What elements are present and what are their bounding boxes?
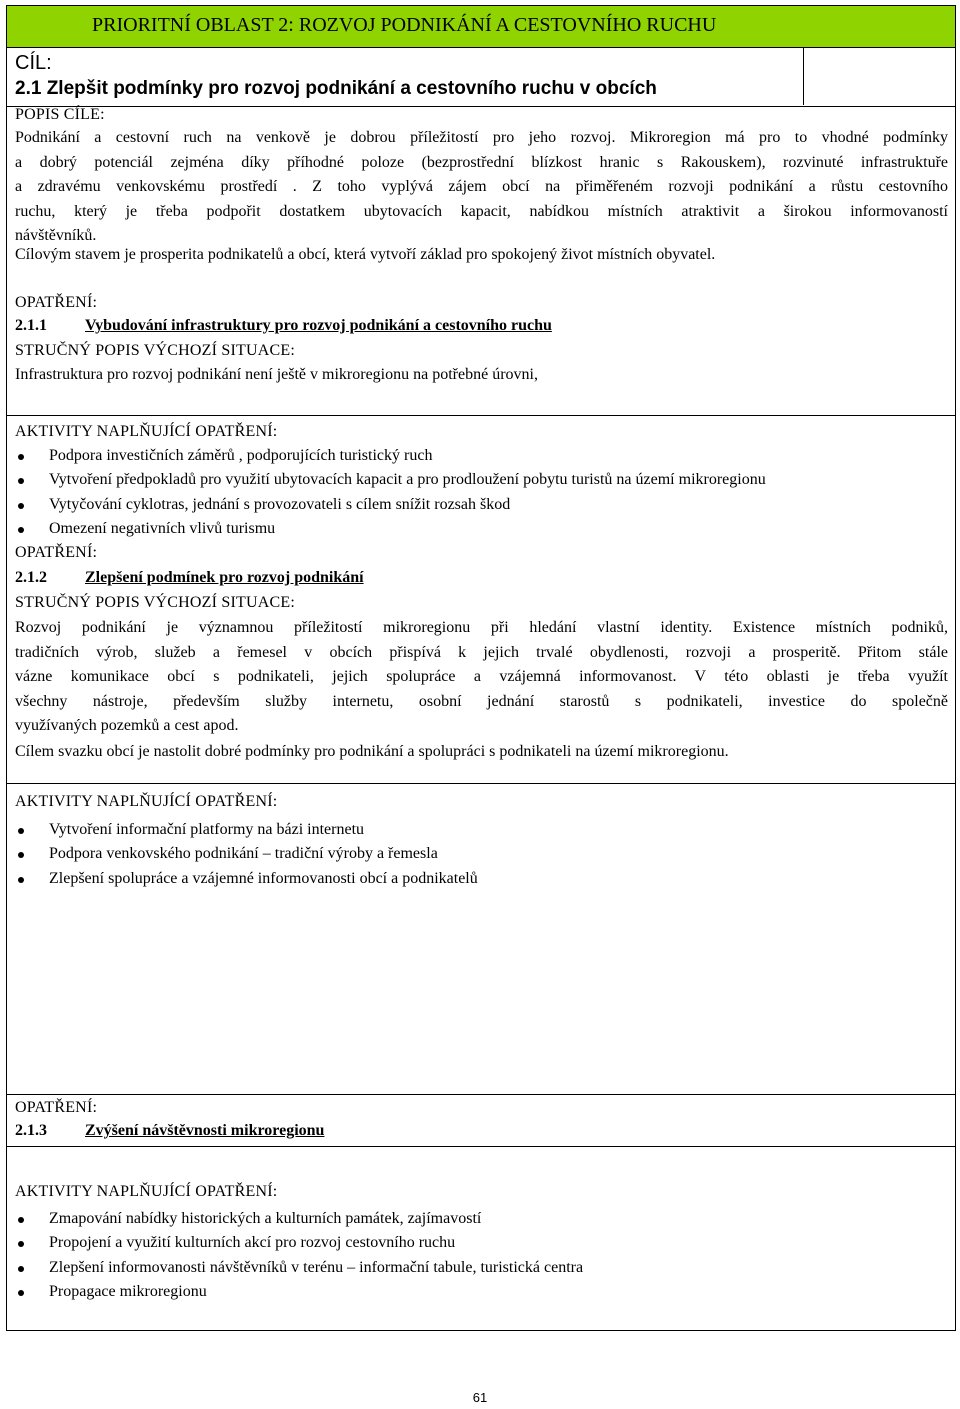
measure-title: Zvýšení návštěvnosti mikroregionu bbox=[85, 1122, 325, 1139]
paragraph-line: a dobrý potenciál zejména díky příhodné poloze (bezprostřední blízkost hranic s Rakouskem), rozvinuté infrastruktuře bbox=[15, 153, 948, 171]
paragraph-line: ruchu, který je třeba podpořit dostatkem ubytovacích kapacit, nabídkou místních atraktivit a širokou informovaností bbox=[15, 202, 948, 220]
list-item: Zmapování nabídky historických a kulturních památek, zajímavostí bbox=[15, 1207, 583, 1231]
list-item: Vytvoření předpokladů pro využití ubytovacích kapacit a pro prodloužení pobytu turistů na území mikroregionu bbox=[15, 468, 766, 492]
activities-heading: AKTIVITY NAPLŇUJÍCÍ OPATŘENÍ: bbox=[15, 1183, 278, 1200]
bullet-icon bbox=[18, 454, 24, 460]
goal-description-heading: POPIS CÍLE: bbox=[15, 106, 105, 123]
measure-number-title bbox=[15, 569, 364, 587]
activities-list bbox=[15, 444, 766, 542]
activities-list bbox=[15, 1207, 583, 1305]
situation-heading: STRUČNÝ POPIS VÝCHOZÍ SITUACE: bbox=[15, 342, 295, 359]
divider bbox=[7, 1146, 955, 1147]
goal-row bbox=[7, 48, 955, 107]
goal-label: CÍL: bbox=[15, 52, 52, 74]
goal-description-text bbox=[15, 126, 948, 249]
bullet-icon bbox=[18, 527, 24, 533]
paragraph-line: všechny nástroje, především služby internetu, osobní jednání starostů s podnikateli, investice do společně bbox=[15, 692, 948, 710]
paragraph-line: návštěvníků. bbox=[15, 227, 97, 245]
paragraph-line: Podnikání a cestovní ruch na venkově je dobrou příležitostí pro jeho rozvoj. Mikroregion má pro to vhodné podmínky bbox=[15, 129, 948, 146]
measure-heading: OPATŘENÍ: bbox=[15, 294, 98, 311]
bullet-icon bbox=[18, 478, 24, 484]
situation-closing: Cílem svazku obcí je nastolit dobré podmínky pro podnikání a spolupráci s podnikateli na území mikroregionu. bbox=[15, 743, 729, 760]
page-number: 61 bbox=[472, 1390, 488, 1405]
measure-number: 2.1.1 bbox=[15, 317, 47, 334]
paragraph-line: Rozvoj podnikání je významnou příležitostí mikroregionu při hledání vlastní identity. Existence místních podniků, bbox=[15, 619, 948, 636]
list-item: Podpora venkovského podnikání – tradiční výroby a řemesla bbox=[15, 842, 478, 866]
goal-description-closing: Cílovým stavem je prosperita podnikatelů a obcí, která vytvoří základ pro spokojený život místních obyvatel. bbox=[15, 246, 716, 263]
bullet-icon bbox=[18, 1290, 24, 1296]
situation-text: Infrastruktura pro rozvoj podnikání není ještě v mikroregionu na potřebné úrovni, bbox=[15, 366, 538, 383]
activities-list bbox=[15, 818, 478, 891]
measure-title: Zlepšení podmínek pro rozvoj podnikání bbox=[85, 569, 364, 586]
measure-number-title bbox=[15, 1122, 325, 1140]
bullet-icon bbox=[18, 1241, 24, 1247]
list-item: Podpora investičních záměrů , podporujících turistický ruch bbox=[15, 444, 766, 468]
measure-title: Vybudování infrastruktury pro rozvoj podnikání a cestovního ruchu bbox=[85, 317, 552, 334]
goal-title: 2.1 Zlepšit podmínky pro rozvoj podnikání a cestovního ruchu v obcích bbox=[15, 78, 657, 99]
activities-heading: AKTIVITY NAPLŇUJÍCÍ OPATŘENÍ: bbox=[15, 793, 278, 810]
goal-empty-cell bbox=[803, 48, 956, 105]
bullet-icon bbox=[18, 828, 24, 834]
list-item: Vytvoření informační platformy na bázi internetu bbox=[15, 818, 478, 842]
bullet-icon bbox=[18, 503, 24, 509]
situation-text bbox=[15, 616, 948, 739]
list-item: Zlepšení informovanosti návštěvníků v terénu – informační tabule, turistická centra bbox=[15, 1256, 583, 1280]
divider bbox=[7, 783, 955, 784]
bullet-icon bbox=[18, 852, 24, 858]
measure-heading: OPATŘENÍ: bbox=[15, 1099, 98, 1116]
priority-area-banner: PRIORITNÍ OBLAST 2: ROZVOJ PODNIKÁNÍ A CESTOVNÍHO RUCHU bbox=[7, 6, 955, 48]
list-item: Vytyčování cyklotras, jednání s provozovateli s cílem snížit rozsah škod bbox=[15, 493, 766, 517]
activities-heading: AKTIVITY NAPLŇUJÍCÍ OPATŘENÍ: bbox=[15, 423, 278, 440]
list-item: Omezení negativních vlivů turismu bbox=[15, 517, 766, 541]
bullet-icon bbox=[18, 1217, 24, 1223]
document-frame bbox=[6, 5, 956, 1331]
situation-heading: STRUČNÝ POPIS VÝCHOZÍ SITUACE: bbox=[15, 594, 295, 611]
measure-number: 2.1.3 bbox=[15, 1122, 47, 1139]
list-item: Propagace mikroregionu bbox=[15, 1280, 583, 1304]
divider bbox=[7, 415, 955, 416]
paragraph-line: a zdravému venkovskému prostředí . Z toho vyplývá zájem obcí na přiměřeném rozvoji podnikání a růstu cestovního bbox=[15, 178, 948, 196]
bullet-icon bbox=[18, 1266, 24, 1272]
measure-number: 2.1.2 bbox=[15, 569, 47, 586]
measure-heading: OPATŘENÍ: bbox=[15, 544, 98, 561]
list-item: Propojení a využití kulturních akcí pro rozvoj cestovního ruchu bbox=[15, 1231, 583, 1255]
list-item: Zlepšení spolupráce a vzájemné informovanosti obcí a podnikatelů bbox=[15, 867, 478, 891]
paragraph-line: vázne komunikace obcí s podnikateli, jejich spolupráce a vzájemná informovanost. V této oblasti je třeba využít bbox=[15, 668, 948, 686]
divider bbox=[7, 1094, 955, 1095]
paragraph-line: využívaných pozemků a cest apod. bbox=[15, 717, 239, 735]
paragraph-line: tradičních výrob, služeb a řemesel v obcích přispívá k jejich trvalé obydlenosti, rozvoji a prosperitě. Přitom stále bbox=[15, 643, 948, 661]
measure-number-title bbox=[15, 317, 552, 335]
bullet-icon bbox=[18, 877, 24, 883]
